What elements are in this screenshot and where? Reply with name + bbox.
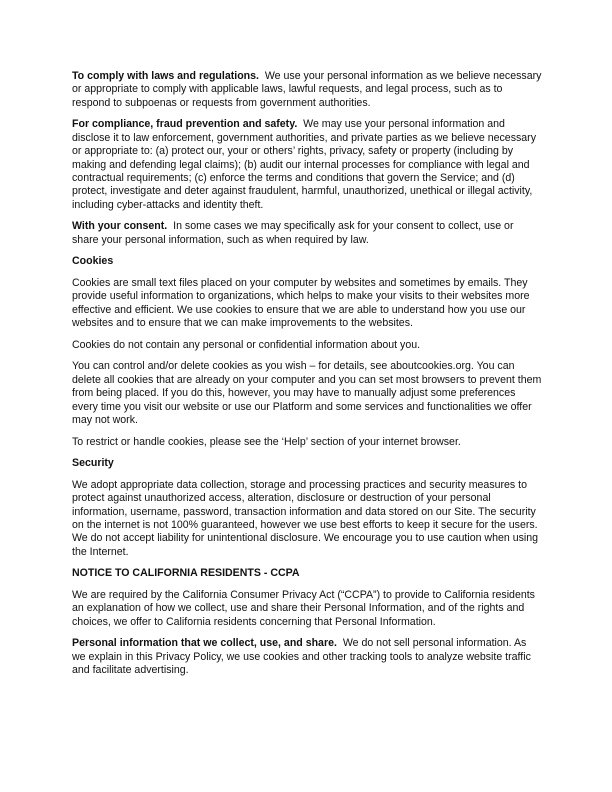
paragraph-text: We may use your personal information and disclose it to law enforcement, government authorities, and private parties as we believe necessary or appropriate to: (a) protect our, your or others’ rights, privacy, safety or property (including by making and defending legal claims); (b) audit our internal processes for compliance with legal and contractual requirements; (c) enforce the terms and conditions that govern the Service; and (d) protect, investigate and deter against fraudulent, harmful, unauthorized, unethical or illegal activity, including cyber-attacks and identity theft. — [72, 118, 537, 211]
paragraph-text: To restrict or handle cookies, please see the ‘Help’ section of your internet browser. — [72, 435, 461, 448]
paragraph-text: We adopt appropriate data collection, storage and processing practices and security measures to protect against unauthorized access, alteration, disclosure or destruction of your personal information, username, password, transaction information and data stored on our Site. The security on the internet is not 100% guaranteed, however we use best efforts to keep it secure for the users. We do not accept liability for unintentional disclosure. We encourage you to use caution when using the Internet. — [72, 478, 539, 558]
paragraph-lead: Personal information that we collect, use, and share. — [72, 637, 337, 650]
section-heading-cookies: Cookies — [72, 255, 114, 268]
document-page — [72, 70, 542, 686]
paragraph-lead: To comply with laws and regulations. — [72, 70, 259, 82]
paragraph-text: We are required by the California Consumer Privacy Act (“CCPA”) to provide to California residents an explanation of how we collect, use and share their Personal Information, and of the rights and choices, we offer to California residents concerning that Personal Information. — [72, 589, 535, 628]
paragraph-text: You can control and/or delete cookies as you wish – for details, see aboutcookies.org. You can delete all cookies that are already on your computer and you can set most browsers to prevent them from being placed. If you do this, however, you may have to manually adjust some preferences every time you visit our website or use our Platform and some services and functionalities we offer may not work. — [72, 360, 542, 427]
paragraph-cookies-no-personal — [72, 339, 542, 352]
paragraph-personal-info-collect — [72, 637, 542, 677]
paragraph-security — [72, 479, 542, 559]
paragraph-lead: For compliance, fraud prevention and safety. — [72, 118, 298, 131]
paragraph-comply-with-laws — [72, 70, 542, 110]
paragraph-text: We use your personal information as we believe necessary or appropriate to comply with applicable laws, lawful requests, and legal process, such as to respond to subpoenas or requests from government authorities. — [72, 70, 542, 109]
paragraph-compliance-fraud — [72, 118, 542, 212]
section-heading-ccpa: NOTICE TO CALIFORNIA RESIDENTS - CCPA — [72, 567, 300, 580]
paragraph-ccpa-intro — [72, 589, 542, 629]
section-heading-security: Security — [72, 457, 114, 470]
paragraph-text: In some cases we may specifically ask for your consent to collect, use or share your personal information, such as when required by law. — [72, 220, 514, 246]
paragraph-cookies-control — [72, 360, 542, 427]
paragraph-cookies-restrict — [72, 436, 542, 449]
paragraph-cookies-intro — [72, 277, 542, 331]
paragraph-text: Cookies are small text files placed on your computer by websites and sometimes by emails. They provide useful information to organizations, which helps to make your visits to their websites more effective and efficient. We use cookies to ensure that we are able to understand how you use our websites and to ensure that we can make improvements to the websites. — [72, 277, 530, 330]
paragraph-lead: With your consent. — [72, 220, 168, 233]
paragraph-text: Cookies do not contain any personal or confidential information about you. — [72, 338, 421, 351]
paragraph-text: We do not sell personal information. As we explain in this Privacy Policy, we use cookies and other tracking tools to analyze website traffic and facilitate advertising. — [72, 637, 531, 677]
paragraph-with-consent — [72, 220, 542, 247]
